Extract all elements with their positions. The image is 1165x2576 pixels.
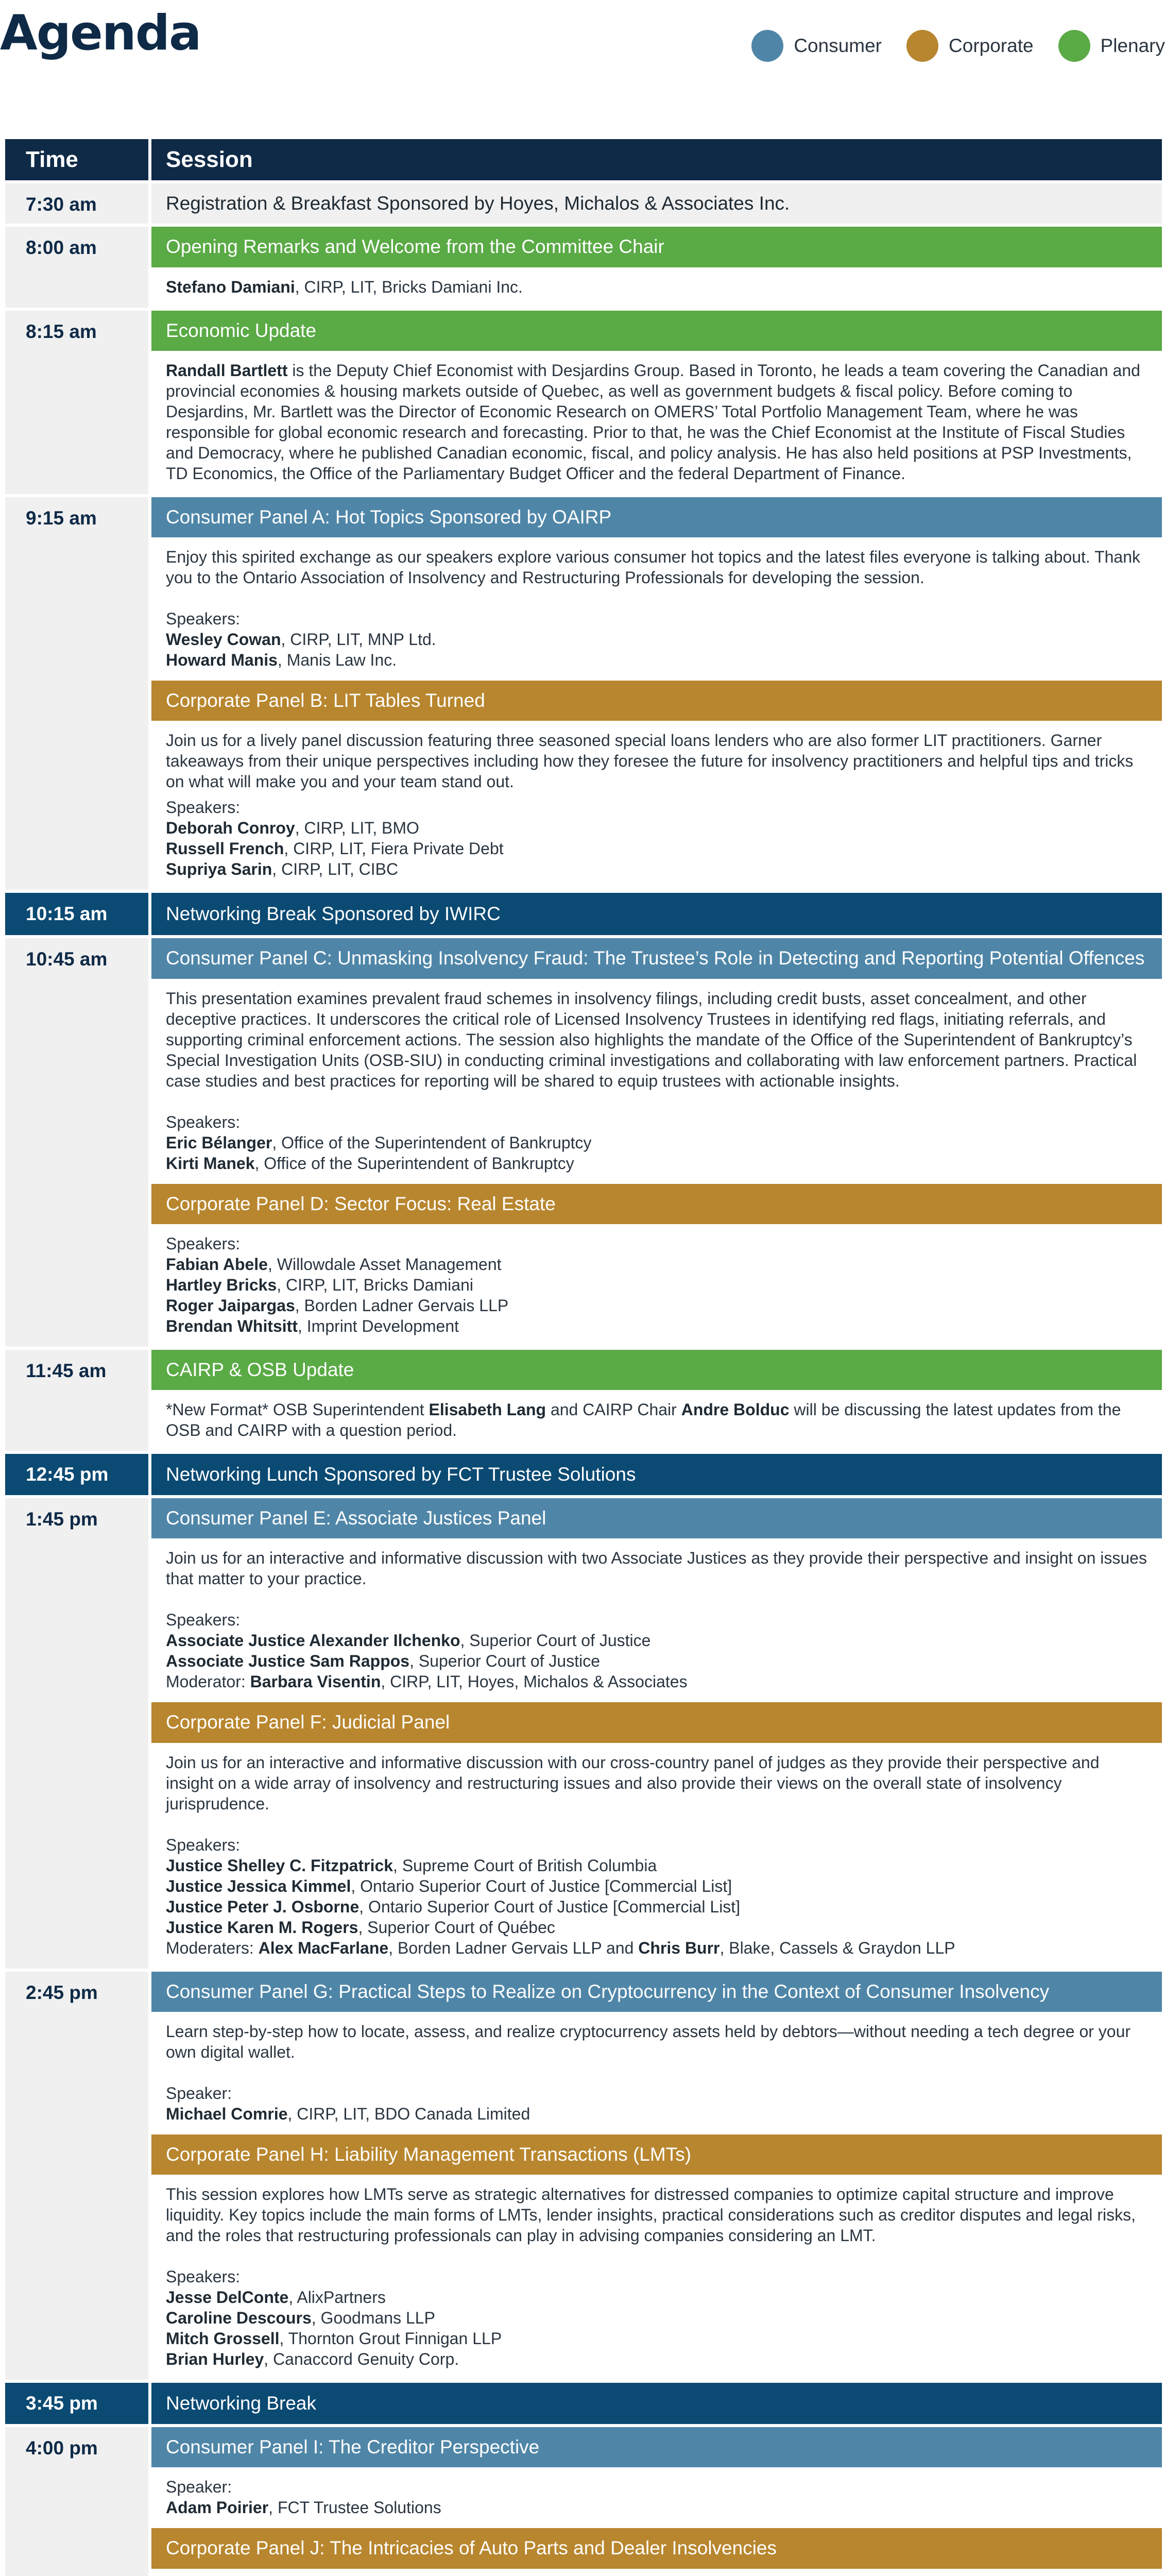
description-text: This presentation examines prevalent fraud schemes in insolvency filings, including credit busts, asset concealment, and other deceptive practices. It underscores the critical role of Licensed Insolvency Trustees in identifying red flags, initiating referrals, and supporting criminal enforcement actions. The session also highlights the mandate of the Office of the Superintendent of Bankruptcy’s Special Investigation Units (OSB-SIU) in conducting criminal investigations and collaborating with law enforcement partners. Practical case studies and best practices for reporting will be shared to equip trustees with actionable insights. — [166, 989, 1137, 1090]
speaker — [166, 2328, 1147, 2349]
session-title: Consumer Panel E: Associate Justices Panel — [151, 1498, 1162, 1538]
speaker-name: Elisabeth Lang — [429, 1400, 546, 1419]
agenda-row-0915 — [5, 497, 1162, 890]
agenda-row-0815 — [5, 311, 1162, 494]
header-session: Session — [151, 139, 1162, 180]
time-cell: 3:45 pm — [5, 2383, 148, 2424]
speaker-affiliation: , CIRP, LIT, Fiera Private Debt — [284, 839, 504, 858]
speaker-name: Justice Jessica Kimmel — [166, 1876, 351, 1895]
speaker-list — [166, 1835, 1147, 1958]
session-title: Opening Remarks and Welcome from the Committee Chair — [151, 227, 1162, 267]
speaker-name: Stefano Damiani — [166, 277, 295, 296]
speaker-name: Associate Justice Sam Rappos — [166, 1652, 410, 1671]
speakers-label: Speakers: — [166, 1234, 241, 1253]
speaker — [166, 1630, 1147, 1651]
session-description — [151, 1743, 1162, 1969]
speaker-affiliation: , Ontario Superior Court of Justice [Commercial List] — [359, 1897, 741, 1916]
agenda-table — [5, 139, 1162, 2576]
session-speakers — [151, 267, 1162, 308]
speaker-name: Justice Peter J. Osborne — [166, 1897, 359, 1916]
speaker — [166, 1876, 1147, 1896]
speaker-bio: is the Deputy Chief Economist with Desjardins Group. Based in Toronto, he leads a team covering the Canadian and provincial economies & housing markets outside of Quebec, as well as government budgets & fiscal policy. Before coming to Desjardins, Mr. Bartlett was the Director of Economic Research on OMERS’ Total Portfolio Management Team, where he was responsible for global economic research and forecasting. Prior to that, he was the Chief Economist at the Institute of Fiscal Studies and Democracy, where he published Canadian economic, fiscal, and policy analysis. He has also held positions at PSP Investments, TD Economics, the Office of the Parliamentary Budget Officer and the federal Department of Finance. — [166, 361, 1140, 483]
speaker-list — [166, 2083, 1147, 2124]
time-cell: 4:00 pm — [5, 2427, 148, 2576]
speaker-affiliation: , Thornton Grout Finnigan LLP — [279, 2329, 502, 2348]
speaker — [166, 2287, 1147, 2308]
agenda-row-1345 — [5, 1498, 1162, 1969]
legend-item-plenary — [1058, 30, 1165, 62]
speaker-affiliation: , CIRP, LIT, Bricks Damiani — [277, 1275, 473, 1294]
speaker-affiliation: , Superior Court of Justice — [409, 1652, 601, 1671]
speaker — [166, 838, 1147, 859]
speaker-affiliation: , CIRP, LIT, CIBC — [272, 860, 399, 879]
agenda-row-1245 — [5, 1454, 1162, 1495]
session-description — [151, 2175, 1162, 2380]
speaker-affiliation: , AlixPartners — [288, 2288, 386, 2307]
speaker-list — [166, 2477, 1147, 2518]
speaker — [166, 2349, 1147, 2369]
speaker-affiliation: , Superior Court of Québec — [358, 1918, 555, 1937]
legend-label: Plenary — [1100, 35, 1165, 56]
session-description — [151, 537, 1162, 681]
speaker-affiliation: , Goodmans LLP — [311, 2309, 435, 2327]
speakers-label: Speakers: — [166, 609, 241, 628]
speaker-name: Wesley Cowan — [166, 630, 281, 649]
speaker-name: Jesse DelConte — [166, 2288, 289, 2307]
agenda-row-1045 — [5, 938, 1162, 1347]
legend-item-corporate — [906, 30, 1034, 62]
session-description — [151, 1538, 1162, 1702]
legend-item-consumer — [751, 30, 882, 62]
speaker — [166, 1917, 1147, 1938]
speaker-affiliation: , Manis Law Inc. — [277, 651, 397, 669]
speaker-affiliation: , Canaccord Genuity Corp. — [264, 2350, 459, 2368]
time-cell: 2:45 pm — [5, 1972, 148, 2380]
description-text: and CAIRP Chair — [546, 1400, 681, 1419]
time-cell: 10:45 am — [5, 938, 148, 1347]
description-text: *New Format* OSB Superintendent — [166, 1400, 429, 1419]
speaker-name: Michael Comrie — [166, 2104, 288, 2123]
session-description — [151, 2012, 1162, 2134]
speaker-name: Howard Manis — [166, 651, 278, 669]
legend-label: Corporate — [949, 35, 1034, 56]
speaker — [166, 1275, 1147, 1295]
session-cell — [151, 183, 1162, 224]
session-title: CAIRP & OSB Update — [151, 1350, 1162, 1390]
session-title: Registration & Breakfast Sponsored by Hoyes, Michalos & Associates Inc. — [151, 183, 1162, 224]
speaker-name: Roger Jaipargas — [166, 1296, 295, 1315]
speaker-affiliation: , FCT Trustee Solutions — [268, 2498, 441, 2517]
speaker-affiliation: , Superior Court of Justice — [460, 1631, 651, 1650]
speaker-name: Justice Karen M. Rogers — [166, 1918, 358, 1937]
speakers-label: Speaker: — [166, 2478, 232, 2497]
session-title: Consumer Panel I: The Creditor Perspective — [151, 2427, 1162, 2467]
description-text: Join us for an interactive and informative discussion with two Associate Justices as they provide their perspective and insight on issues that matter to your practice. — [166, 1549, 1147, 1588]
speaker — [166, 1896, 1147, 1917]
table-header — [5, 139, 1162, 180]
speaker-name: Barbara Visentin — [250, 1672, 381, 1691]
moderator-label: Moderator: — [166, 1672, 250, 1691]
session-cell — [151, 938, 1162, 1347]
speaker — [166, 818, 1147, 838]
speaker-name: Supriya Sarin — [166, 860, 272, 879]
speaker-list — [166, 797, 1147, 879]
time-cell: 8:15 am — [5, 311, 148, 494]
description-text: Learn step-by-step how to locate, assess, and realize cryptocurrency assets held by debtors—without needing a tech degree or your own digital wallet. — [166, 2022, 1131, 2061]
page-title: Agenda — [0, 5, 201, 61]
legend — [727, 30, 1165, 62]
session-title: Networking Break Sponsored by IWIRC — [151, 893, 1162, 935]
speaker-name: Mitch Grossell — [166, 2329, 280, 2348]
time-cell: 1:45 pm — [5, 1498, 148, 1969]
speaker-name: Andre Bolduc — [681, 1400, 790, 1419]
speaker-list — [166, 1609, 1147, 1692]
description-text: Join us for an interactive and informative discussion with our cross-country panel of judges as they provide their perspective and insight on a wide array of insolvency and restructuring issues and also provide their views on the overall state of insolvency jurisprudence. — [166, 1753, 1100, 1813]
speaker-name: Adam Poirier — [166, 2498, 269, 2517]
speaker — [166, 1295, 1147, 1316]
agenda-row-0800 — [5, 227, 1162, 307]
speaker-name: Eric Bélanger — [166, 1133, 272, 1152]
speaker — [166, 2497, 1147, 2518]
speakers-label: Speakers: — [166, 1611, 241, 1630]
speaker — [166, 629, 1147, 650]
speaker-name: Hartley Bricks — [166, 1275, 277, 1294]
speaker-affiliation: , CIRP, LIT, MNP Ltd. — [281, 630, 436, 649]
agenda-row-1545 — [5, 2383, 1162, 2424]
speaker-name: Brendan Whitsitt — [166, 1316, 298, 1335]
session-description — [151, 351, 1162, 494]
time-cell: 7:30 am — [5, 183, 148, 224]
corporate-dot-icon — [906, 30, 938, 62]
speaker-name: Deborah Conroy — [166, 819, 295, 838]
session-description — [151, 721, 1162, 890]
speakers-label: Speaker: — [166, 2083, 232, 2103]
session-title: Economic Update — [151, 311, 1162, 351]
agenda-row-1600 — [5, 2427, 1162, 2576]
speakers-label: Speakers: — [166, 798, 241, 817]
time-cell: 9:15 am — [5, 497, 148, 890]
speaker-name: Justice Shelley C. Fitzpatrick — [166, 1856, 393, 1875]
session-description — [151, 1390, 1162, 1451]
agenda-row-0730 — [5, 183, 1162, 224]
speaker-name: Fabian Abele — [166, 1255, 268, 1274]
session-title: Consumer Panel G: Practical Steps to Realize on Cryptocurrency in the Context of Consumer Insolvency — [151, 1972, 1162, 2012]
speaker-name: Associate Justice Alexander Ilchenko — [166, 1631, 460, 1650]
session-cell — [151, 1350, 1162, 1451]
moderator — [166, 1671, 1147, 1692]
session-title: Consumer Panel C: Unmasking Insolvency Fraud: The Trustee’s Role in Detecting and Reporting Potential Offences — [151, 938, 1162, 978]
session-title: Consumer Panel A: Hot Topics Sponsored by OAIRP — [151, 497, 1162, 537]
session-description — [151, 1224, 1162, 1347]
header-time: Time — [5, 139, 148, 180]
speakers-label: Speakers: — [166, 1112, 241, 1131]
session-title: Networking Lunch Sponsored by FCT Trustee Solutions — [151, 1454, 1162, 1495]
speaker — [166, 1651, 1147, 1671]
speaker-name: Chris Burr — [638, 1938, 720, 1957]
description-text: Join us for a lively panel discussion featuring three seasoned special loans lenders who are also former LIT practitioners. Garner takeaways from their unique perspectives including how they foresee the future for insolvency practitioners and helpful tips and tricks on what will make you and your team stand out. — [166, 731, 1134, 791]
session-title: Networking Break — [151, 2383, 1162, 2424]
consumer-dot-icon — [751, 30, 783, 62]
speaker-list — [166, 1112, 1147, 1174]
speaker — [166, 2308, 1147, 2328]
agenda-row-1445 — [5, 1972, 1162, 2380]
speaker — [166, 1153, 1147, 1174]
agenda-row-1015 — [5, 893, 1162, 935]
speaker — [166, 859, 1147, 879]
speaker-name: Randall Bartlett — [166, 361, 288, 380]
speaker-affiliation: , Ontario Superior Court of Justice [Commercial List] — [351, 1876, 732, 1895]
session-description — [151, 2467, 1162, 2528]
speaker-name: Kirti Manek — [166, 1154, 255, 1173]
time-cell: 12:45 pm — [5, 1454, 148, 1495]
speaker-name: Russell French — [166, 839, 284, 858]
speaker-affiliation: , CIRP, LIT, BDO Canada Limited — [287, 2104, 530, 2123]
speaker-affiliation: , CIRP, LIT, BMO — [295, 819, 419, 838]
moderator-label: Moderaters: — [166, 1938, 259, 1957]
speaker-name: Caroline Descours — [166, 2309, 312, 2327]
speakers-label: Speakers: — [166, 1835, 241, 1854]
speaker — [166, 1855, 1147, 1876]
speaker-name: Brian Hurley — [166, 2350, 264, 2368]
session-title: Corporate Panel B: LIT Tables Turned — [151, 681, 1162, 721]
time-cell: 8:00 am — [5, 227, 148, 307]
session-cell — [151, 497, 1162, 890]
agenda-row-1145 — [5, 1350, 1162, 1451]
speaker-affiliation: , CIRP, LIT, Hoyes, Michalos & Associates — [381, 1672, 688, 1691]
description-text: Enjoy this spirited exchange as our speakers explore various consumer hot topics and the latest files everyone is talking about. Thank you to the Ontario Association of Insolvency and Restructuring Professionals for developing the session. — [166, 548, 1141, 587]
session-title: Corporate Panel H: Liability Management Transactions (LMTs) — [151, 2134, 1162, 2175]
speakers-label: Speakers: — [166, 2267, 241, 2286]
speaker — [166, 1316, 1147, 1336]
speaker-affiliation: , Willowdale Asset Management — [267, 1255, 502, 1274]
legend-label: Consumer — [794, 35, 882, 56]
session-cell — [151, 227, 1162, 307]
speaker-affiliation: , Blake, Cassels & Graydon LLP — [719, 1938, 955, 1957]
session-title: Corporate Panel D: Sector Focus: Real Estate — [151, 1184, 1162, 1224]
speaker-affiliation: , CIRP, LIT, Bricks Damiani Inc. — [295, 277, 523, 296]
speaker-affiliation: , Imprint Development — [297, 1316, 459, 1335]
description-text: will be discussing the latest updates from the OSB and CAIRP with a question period. — [166, 1400, 1121, 1439]
speaker — [166, 2104, 1147, 2124]
speaker-list — [166, 1233, 1147, 1336]
speaker-affiliation: , Borden Ladner Gervais LLP — [295, 1296, 509, 1315]
session-cell — [151, 1498, 1162, 1969]
speaker-list — [166, 608, 1147, 670]
speaker-affiliation: , Borden Ladner Gervais LLP and — [388, 1938, 639, 1957]
speaker-affiliation: , Office of the Superintendent of Bankruptcy — [272, 1133, 592, 1152]
time-cell: 11:45 am — [5, 1350, 148, 1451]
session-description — [151, 2569, 1162, 2576]
speaker — [166, 1254, 1147, 1275]
description-text: This session explores how LMTs serve as strategic alternatives for distressed companies to optimize capital structure and improve liquidity. Key topics include the main forms of LMTs, lender insights, practical considerations such as creditor disputes and legal risks, and the roles that restructuring professionals can play in advising companies considering an LMT. — [166, 2185, 1136, 2245]
moderators — [166, 1938, 1147, 1958]
plenary-dot-icon — [1058, 30, 1090, 62]
speaker — [166, 1132, 1147, 1153]
session-title: Corporate Panel J: The Intricacies of Auto Parts and Dealer Insolvencies — [151, 2528, 1162, 2568]
speaker — [166, 650, 1147, 670]
time-cell: 10:15 am — [5, 893, 148, 935]
speaker-affiliation: , Office of the Superintendent of Bankruptcy — [254, 1154, 574, 1173]
speaker-name: Alex MacFarlane — [258, 1938, 389, 1957]
session-description — [151, 979, 1162, 1184]
speaker-list — [166, 2266, 1147, 2369]
session-cell — [151, 2427, 1162, 2576]
speaker-affiliation: , Supreme Court of British Columbia — [393, 1856, 657, 1875]
session-title: Corporate Panel F: Judicial Panel — [151, 1702, 1162, 1742]
session-cell — [151, 311, 1162, 494]
session-cell — [151, 1972, 1162, 2380]
